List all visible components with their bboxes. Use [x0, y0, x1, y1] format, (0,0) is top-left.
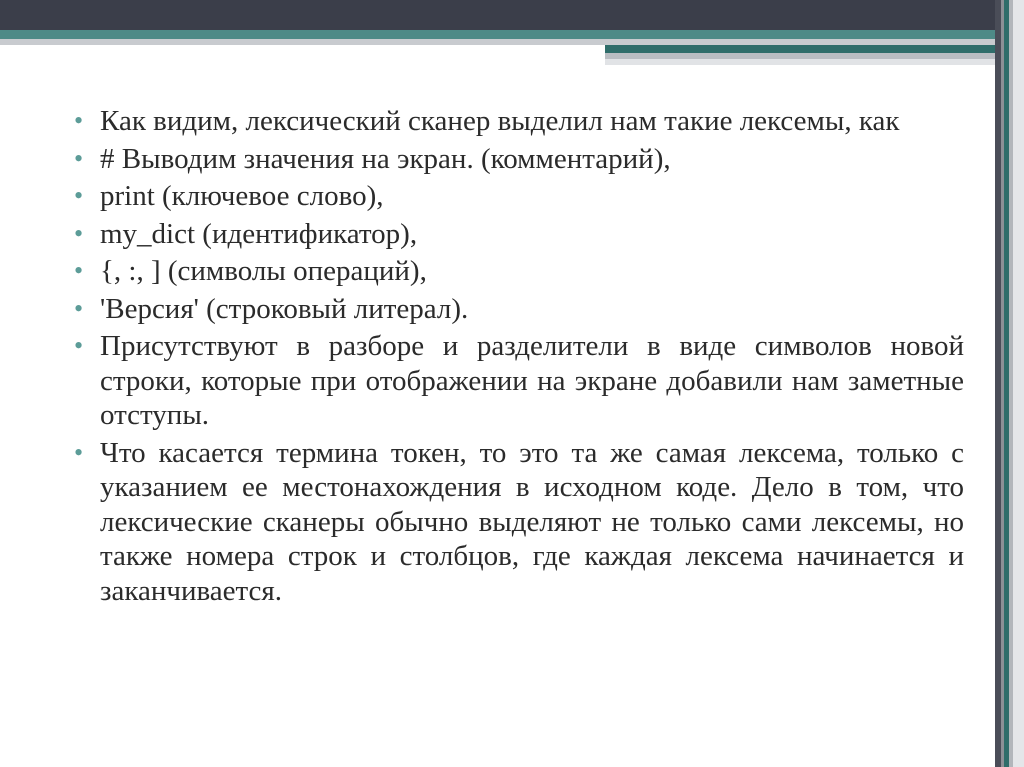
bullet-text: Что касается термина токен, то это та же самая лексема, только с указанием ее местонахождения в исходном коде. Дело в том, что лексические сканеры обычно выделяют не только сами лексемы, но также номера строк и столбцов, где каждая лексема начинается и заканчивается. [100, 436, 964, 607]
bullet-item [72, 329, 964, 433]
bullet-item [72, 104, 964, 139]
bullet-icon: • [74, 181, 84, 210]
bullet-text: {, :, ] (символы операций), [100, 255, 427, 287]
bullet-icon: • [74, 256, 84, 285]
header-step-teal [605, 45, 1024, 53]
bullet-item [72, 217, 964, 252]
header-band-teal [0, 30, 1024, 39]
bullet-item [72, 142, 964, 177]
bullet-icon: • [74, 218, 84, 248]
bullet-icon: • [74, 437, 84, 467]
slide-body [72, 104, 964, 611]
bullet-text: # Выводим значения на экран. (комментарий), [100, 142, 671, 175]
header-step-light [605, 59, 1024, 65]
bullet-icon: • [74, 143, 84, 173]
bullet-item [72, 436, 964, 609]
bullet-text: 'Версия' (строковый литерал). [100, 292, 469, 325]
bullet-icon: • [74, 331, 84, 360]
bullet-list [72, 104, 964, 608]
bullet-icon: • [74, 293, 84, 323]
bullet-text: my_dict (идентификатор), [100, 217, 418, 250]
bullet-text: print (ключевое слово), [100, 180, 384, 212]
header-band-dark [0, 0, 1024, 30]
edge-stripe-light [1013, 0, 1024, 767]
bullet-icon: • [74, 106, 84, 135]
bullet-item [72, 292, 964, 327]
bullet-item [72, 179, 964, 214]
bullet-text: Как видим, лексический сканер выделил нам такие лексемы, как [100, 105, 900, 137]
bullet-item [72, 254, 964, 289]
bullet-text: Присутствуют в разборе и разделители в виде символов новой строки, которые при отображении на экране добавили нам заметные отступы. [100, 330, 964, 431]
